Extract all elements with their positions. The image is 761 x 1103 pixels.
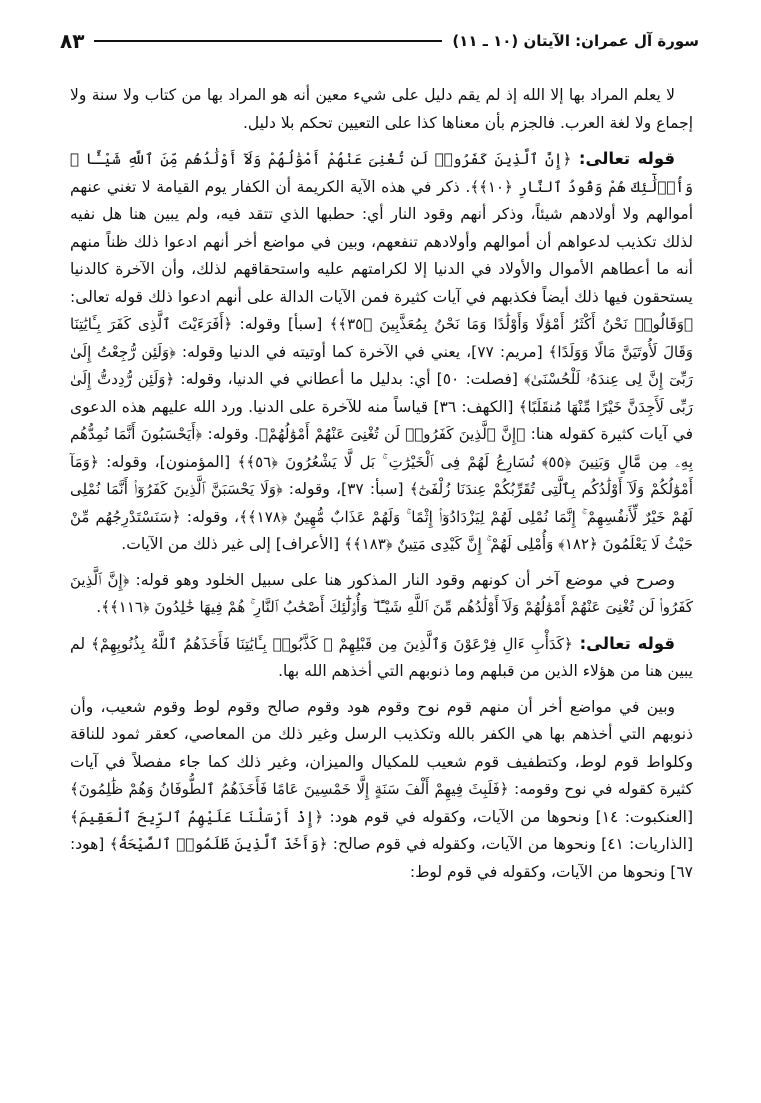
page-number: ٨٣ bbox=[60, 29, 85, 53]
quran-verse: ﴿فَلَبِثَ فِيهِمْ أَلْفَ سَنَةٍ إِلَّا خَمْسِينَ عَامًا فَأَخَذَهُمُ ٱلطُّوفَانُ وَهُمْ ظَٰلِمُونَ﴾ bbox=[70, 780, 509, 798]
page-header bbox=[60, 26, 699, 56]
header-rule bbox=[94, 40, 442, 42]
body-text: وبين في مواضع أخر أن منهم قوم نوح وقوم هود وقوم صالح وقوم لوط وقوم شعيب، وأن ذنوبهم التي أخذهم بها هي الكفر بالله وتكذيب الرسل وغير ذلك من المعاصي، كعقر ثمود للناقة وكلواط قوم لوط، وكتطفيف قوم شعيب للمكيال والميزان، وغير ذلك كما جاء مفصلاً في آيات كثيرة كقوله في نوح وقومه: bbox=[70, 697, 693, 798]
running-title: سورة آل عمران: الآيتان (١٠ ـ ١١) bbox=[452, 32, 699, 50]
body-text: [سبأ] وقوله: bbox=[232, 315, 330, 333]
paragraph bbox=[70, 82, 693, 137]
quran-verse: ﴿إِنَّ ٱلَّذِينَ كَفَرُوا۟ لَن تُغْنِىَ عَنْهُمْ أَمْوَٰلُهُمْ وَلَآ أَوْلَٰدُهُم مِّنَ ٱللَّهِ شَيْـًٔا ۖ وَأُو۟لَٰٓئِكَ أَصْحَٰبُ ٱلنَّارِ ۚ هُمْ فِيهَا خَٰلِدُونَ ﴿١١٦﴾﴾ bbox=[70, 570, 693, 616]
quran-verse: ﴿سَنَسْتَدْرِجُهُم مِّنْ حَيْثُ لَا يَعْلَمُونَ ﴿١٨٢﴾ وَأُمْلِى لَهُمْ ۚ إِنَّ كَيْدِى مَتِينٌ ﴿١٨٣﴾﴾ bbox=[70, 507, 693, 553]
body-text: لا يعلم المراد بها إلا الله إذ لم يقم دليل على شيء معين أنه هو المراد بها من كتاب ولا سنة ولا إجماع ولا لغة العرب. فالجزم بأن معناها كذا على التعيين تحكم بلا دليل. bbox=[70, 86, 693, 132]
quran-verse: ﴿أَفَرَءَيْتَ ٱلَّذِى كَفَرَ بِـَٔايَٰتِنَا وَقَالَ لَأُوتَيَنَّ مَالًا وَوَلَدًا﴾ bbox=[70, 315, 693, 361]
quran-verse: ﴿إِنَّ ٱلَّذِينَ كَفَرُوا۟ لَن تُغْنِىَ عَنْهُمْ أَمْوَٰلُهُمْ وَلَآ أَوْلَٰدُهُم مِّنَ ٱللَّهِ شَيْـًٔا ۖ وَأُو۟لَٰٓئِكَ هُمْ وَقُودُ ٱلنَّارِ ﴿١٠﴾﴾ bbox=[70, 150, 693, 196]
body-text: [فصلت: ٥٠] أي: بدليل ما أعطاني في الدنيا، وقوله: bbox=[174, 370, 524, 388]
body-text: [مريم: ٧٧]، يعني في الآخرة كما أوتيته في الدنيا وقوله: bbox=[175, 342, 549, 361]
section-lead: قوله تعالى: bbox=[571, 149, 675, 168]
body-text: [الكهف: ٣٦] قياساً منه للآخرة على الدنيا. ورد الله عليهم هذه الدعوى في آيات كثيرة كقوله هنا: bbox=[70, 397, 693, 443]
quran-verse: ﴿وَلَئِن رُّجِعْتُ إِلَىٰ رَبِّىٓ إِنَّ لِى عِندَهُۥ لَلْحُسْنَىٰ﴾ bbox=[70, 342, 693, 388]
body-text: [هود: ٦٧] ونحوها من الآيات، وكقوله في قوم لوط: bbox=[70, 835, 693, 881]
paragraph bbox=[70, 567, 693, 622]
body-text: . ذكر في هذه الآية الكريمة أن الكفار يوم القيامة لا تغني عنهم أموالهم ولا أولادهم شيئاً، وذكر أنهم وقود النار أي: حطبها الذي تتقد فيه، ولم يبين هنا هل نفيه لذلك تكذيب لدعواهم أن أموالهم وأولادهم تنفعهم، وبين في مواضع أخر أنهم ادعوا ذلك ظناً منهم أنه ما أعطاهم الأموال والأولاد في الدنيا إلا لكرامتهم عليه واستحقاقهم لذلك، وأن الآخرة كالدنيا يستحقون فيها ذلك أيضاً فكذبهم في آيات كثيرة فمن الآيات الدالة على أنهم ادعوا ذلك قوله تعالى: bbox=[70, 177, 693, 306]
quran-verse: ﴿وَأَخَذَ ٱلَّذِينَ ظَلَمُوا۟ ٱلصَّيْحَةُ﴾ bbox=[109, 835, 328, 853]
section-lead: قوله تعالى: bbox=[572, 633, 676, 653]
quran-verse: ﴿إِذْ أَرْسَلْنَا عَلَيْهِمُ ٱلرِّيحَ ٱلْعَقِيمَ﴾ bbox=[70, 807, 324, 826]
body-text: [العنكبوت: ١٤] ونحوها من الآيات، وكقوله في قوم هود: bbox=[323, 807, 693, 826]
paragraph bbox=[70, 630, 693, 686]
body-text: [الأعراف] إلى غير ذلك من الآيات. bbox=[121, 535, 345, 553]
paragraph bbox=[70, 694, 693, 887]
body-text: وصرح في موضع آخر أن كونهم وقود النار المذكور هنا على سبيل الخلود وهو قوله: bbox=[129, 570, 675, 589]
page-body bbox=[70, 82, 693, 1083]
quran-verse: ﴿كَدَأْبِ ءَالِ فِرْعَوْنَ وَٱلَّذِينَ مِن قَبْلِهِمْ ۚ كَذَّبُوا۟ بِـَٔايَٰتِنَا فَأَخَذَهُمُ ٱللَّهُ بِذُنُوبِهِمْ﴾ bbox=[91, 634, 573, 653]
quran-verse: ﴿وَلَئِن رُّدِدتُّ إِلَىٰ رَبِّى لَأَجِدَنَّ خَيْرًا مِّنْهَا مُنقَلَبًا﴾ bbox=[70, 370, 693, 416]
quran-verse: ﴿وَلَا يَحْسَبَنَّ ٱلَّذِينَ كَفَرُوٓا۟ أَنَّمَا نُمْلِى لَهُمْ خَيْرٌ لِّأَنفُسِهِمْ ۚ إِنَّمَا نُمْلِى لَهُمْ لِيَزْدَادُوٓا۟ إِثْمًا ۚ وَلَهُمْ عَذَابٌ مُّهِينٌ ﴿١٧٨﴾﴾ bbox=[70, 480, 693, 526]
quran-verse: ﴿وَقَالُوا۟ نَحْنُ أَكْثَرُ أَمْوَٰلًا وَأَوْلَٰدًا وَمَا نَحْنُ بِمُعَذَّبِينَ ﴿٣٥﴾﴾ bbox=[329, 315, 693, 333]
quran-verse: ﴿وَمَآ أَمْوَٰلُكُمْ وَلَآ أَوْلَٰدُكُم بِٱلَّتِى تُقَرِّبُكُمْ عِندَنَا زُلْفَىٰٓ﴾ bbox=[70, 452, 694, 498]
quran-verse: ﴿أَيَحْسَبُونَ أَنَّمَا نُمِدُّهُم بِهِۦ مِن مَّالٍ وَبَنِينَ ﴿٥٥﴾ نُسَارِعُ لَهُمْ فِى ٱلْخَيْرَٰتِ ۚ بَل لَّا يَشْعُرُونَ ﴿٥٦﴾﴾ bbox=[70, 425, 693, 471]
body-text: [المؤمنون]، وقوله: bbox=[98, 452, 238, 471]
body-text: . وقوله: bbox=[202, 425, 259, 443]
quran-verse: ﴿إِنَّ ٱلَّذِينَ كَفَرُوا۟ لَن تُغْنِىَ عَنْهُمْ أَمْوَٰلُهُمْ﴾ bbox=[258, 425, 526, 443]
body-text: [الذاريات: ٤١] ونحوها من الآيات، وكقوله في قوم صالح: bbox=[327, 835, 693, 853]
body-text: . bbox=[96, 598, 102, 616]
body-text: [سبأ: ٣٧]، وقوله: bbox=[282, 480, 410, 498]
paragraph bbox=[70, 145, 693, 559]
body-text: لم يبين هنا من هؤلاء الذين من قبلهم وما ذنوبهم التي أخذهم الله بها. bbox=[70, 634, 693, 680]
body-text: ، وقوله: bbox=[180, 507, 240, 526]
